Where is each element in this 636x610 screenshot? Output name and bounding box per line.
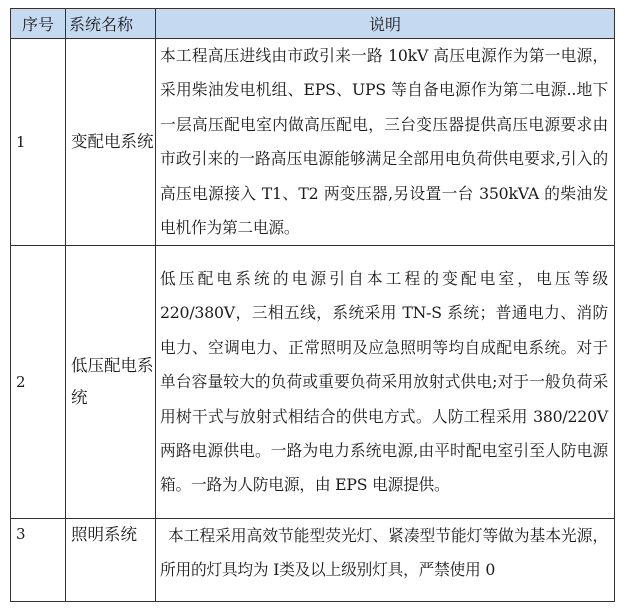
system-name: 变配电系统 xyxy=(66,39,156,246)
system-name: 照明系统 xyxy=(66,519,156,602)
header-system-name: 系统名称 xyxy=(66,9,156,39)
header-description: 说明 xyxy=(156,9,615,39)
table-header-row xyxy=(11,9,615,39)
system-description-table xyxy=(10,8,615,602)
system-description: 低压配电系统的电源引自本工程的变配电室，电压等级 220/380V，三相五线，系统采用 TN-S 系统；普通电力、消防电力、空调电力、正常照明及应急照明等均自成配电系统。对于单台容量较大的负荷或重要负荷采用放射式供电;对于一般负荷采用树干式与放射式相结合的供电方式。人防工程采用 380/220V 两路电源供电。一路为电力系统电源,由平时配电室引至人防电源箱。一路为人防电源，由 EPS 电源提供。 xyxy=(156,246,615,519)
row-number: 1 xyxy=(11,39,66,246)
system-description: 本工程采用高效节能型荧光灯、紧凑型节能灯等做为基本光源，所用的灯具均为 Ⅰ类及以上级别灯具，严禁使用 0 xyxy=(160,526,608,580)
row-number: 2 xyxy=(11,246,66,519)
header-no: 序号 xyxy=(11,9,66,39)
row-number: 3 xyxy=(11,519,66,602)
table-row xyxy=(11,246,615,519)
table-row xyxy=(11,39,615,246)
system-name: 低压配电系统 xyxy=(66,246,156,519)
system-description-cell xyxy=(156,519,615,602)
system-description: 本工程高压进线由市政引来一路 10kV 高压电源作为第一电源，采用柴油发电机组、EPS、UPS 等自备电源作为第二电源..地下一层高压配电室内做高压配电，三台变压器提供高压电源要求由市政引来的一路高压电源能够满足全部用电负荷供电要求,引入的高压电源接入 T1、T2 两变压器,另设置一台 350kVA 的柴油发电机作为第二电源。 xyxy=(156,39,615,246)
table-row xyxy=(11,519,615,602)
